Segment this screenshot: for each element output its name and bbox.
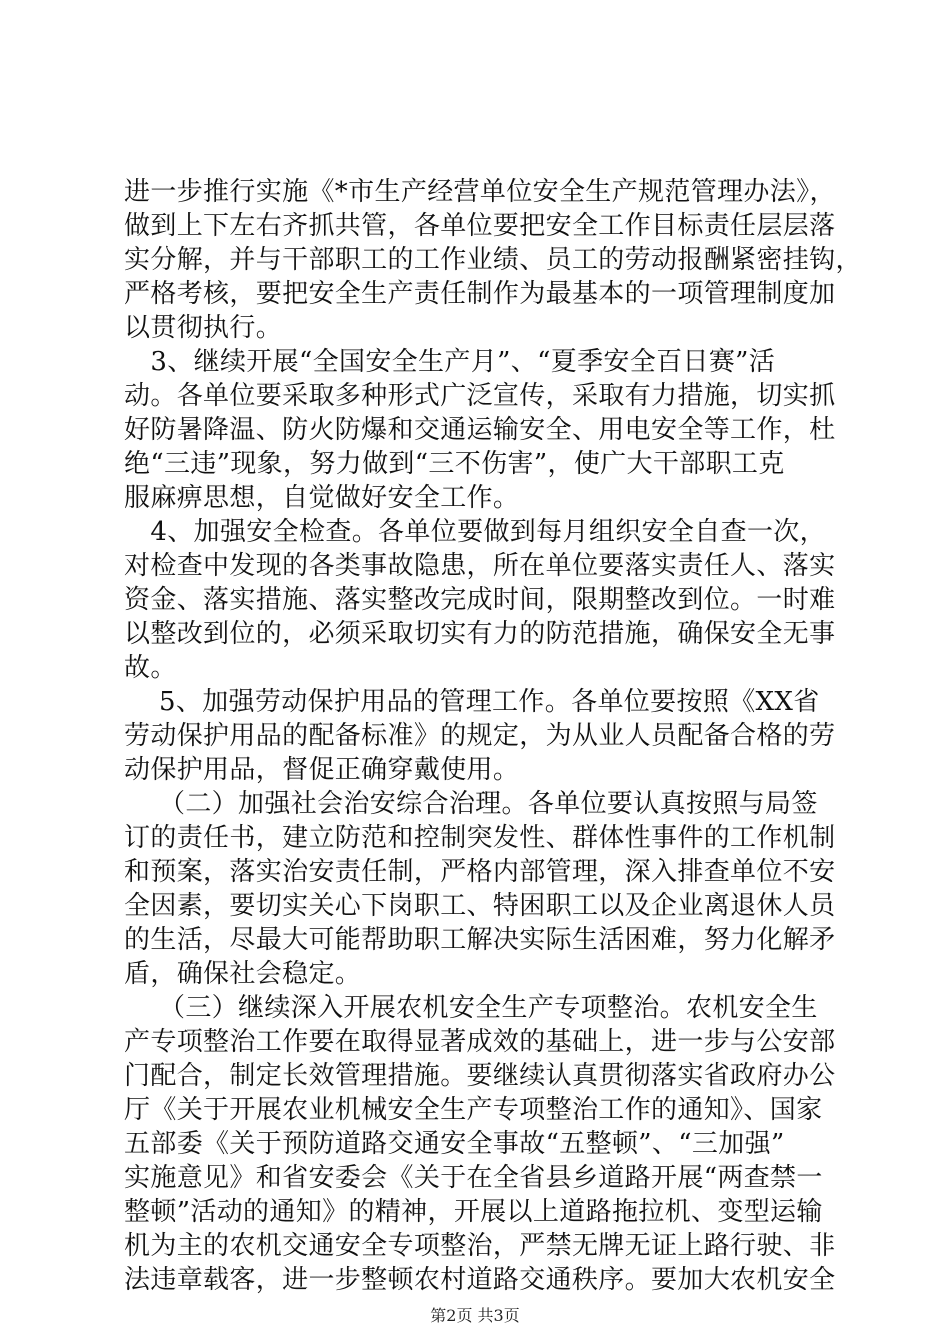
text-line: 做到上下左右齐抓共管，各单位要把安全工作目标责任层层落 bbox=[124, 211, 836, 241]
text-line: 严格考核，要把安全生产责任制作为最基本的一项管理制度加 bbox=[124, 279, 836, 309]
text-line: 进一步推行实施《*市生产经营单位安全生产规范管理办法》， bbox=[124, 177, 836, 207]
text-line: 厅《关于开展农业机械安全生产专项整治工作的通知》、国家 bbox=[124, 1095, 823, 1125]
text-line: 门配合，制定长效管理措施。要继续认真贯彻落实省政府办公 bbox=[124, 1061, 836, 1091]
text-line: 服麻痹思想，自觉做好安全工作。 bbox=[124, 483, 520, 513]
text-line: 和预案，落实治安责任制，严格内部管理，深入排查单位不安 bbox=[124, 857, 836, 887]
text-line: 动。各单位要采取多种形式广泛宣传，采取有力措施，切实抓 bbox=[124, 381, 836, 411]
text-line: 以整改到位的，必须采取切实有力的防范措施，确保安全无事 bbox=[124, 619, 836, 649]
page-footer: 第2页 共3页 bbox=[430, 1306, 520, 1325]
text-line: 五部委《关于预防道路交通安全事故“五整顿”、“三加强” bbox=[124, 1129, 785, 1159]
text-line: 法违章载客，进一步整顿农村道路交通秩序。要加大农机安全 bbox=[124, 1265, 836, 1295]
text-line: 故。 bbox=[124, 653, 177, 683]
text-line: 产专项整治工作要在取得显著成效的基础上，进一步与公安部 bbox=[124, 1027, 836, 1057]
text-line: 整顿”活动的通知》的精神，开展以上道路拖拉机、变型运输 bbox=[124, 1197, 823, 1227]
text-line: 5、加强劳动保护用品的管理工作。各单位要按照《XX省 bbox=[124, 687, 820, 717]
text-line: 全因素，要切实关心下岗职工、特困职工以及企业离退休人员 bbox=[124, 891, 836, 921]
text-line: 订的责任书，建立防范和控制突发性、群体性事件的工作机制 bbox=[124, 823, 836, 853]
text-line: 劳动保护用品的配备标准》的规定，为从业人员配备合格的劳 bbox=[124, 721, 836, 751]
text-line: 4、加强安全检查。各单位要做到每月组织安全自查一次， bbox=[124, 517, 826, 547]
text-line: 盾，确保社会稳定。 bbox=[124, 959, 362, 989]
text-line: 资金、落实措施、落实整改完成时间，限期整改到位。一时难 bbox=[124, 585, 836, 615]
text-line: 实分解，并与干部职工的工作业绩、员工的劳动报酬紧密挂钩， bbox=[124, 245, 862, 275]
text-line: （二）加强社会治安综合治理。各单位要认真按照与局签 bbox=[124, 789, 818, 819]
text-line: 3、继续开展“全国安全生产月”、“夏季安全百日赛”活 bbox=[124, 347, 776, 377]
text-line: 的生活，尽最大可能帮助职工解决实际生活困难，努力化解矛 bbox=[124, 925, 836, 955]
text-line: 动保护用品，督促正确穿戴使用。 bbox=[124, 755, 520, 785]
text-line: 好防暑降温、防火防爆和交通运输安全、用电安全等工作，杜 bbox=[124, 415, 836, 445]
text-line: 对检查中发现的各类事故隐患，所在单位要落实责任人、落实 bbox=[124, 551, 836, 581]
text-line: （三）继续深入开展农机安全生产专项整治。农机安全生 bbox=[124, 993, 818, 1023]
text-line: 以贯彻执行。 bbox=[124, 313, 283, 343]
text-line: 绝“三违”现象，努力做到“三不伤害”，使广大干部职工克 bbox=[124, 449, 785, 479]
text-line: 机为主的农机交通安全专项整治，严禁无牌无证上路行驶、非 bbox=[124, 1231, 836, 1261]
text-line: 实施意见》和省安委会《关于在全省县乡道路开展“两查禁一 bbox=[124, 1163, 823, 1193]
